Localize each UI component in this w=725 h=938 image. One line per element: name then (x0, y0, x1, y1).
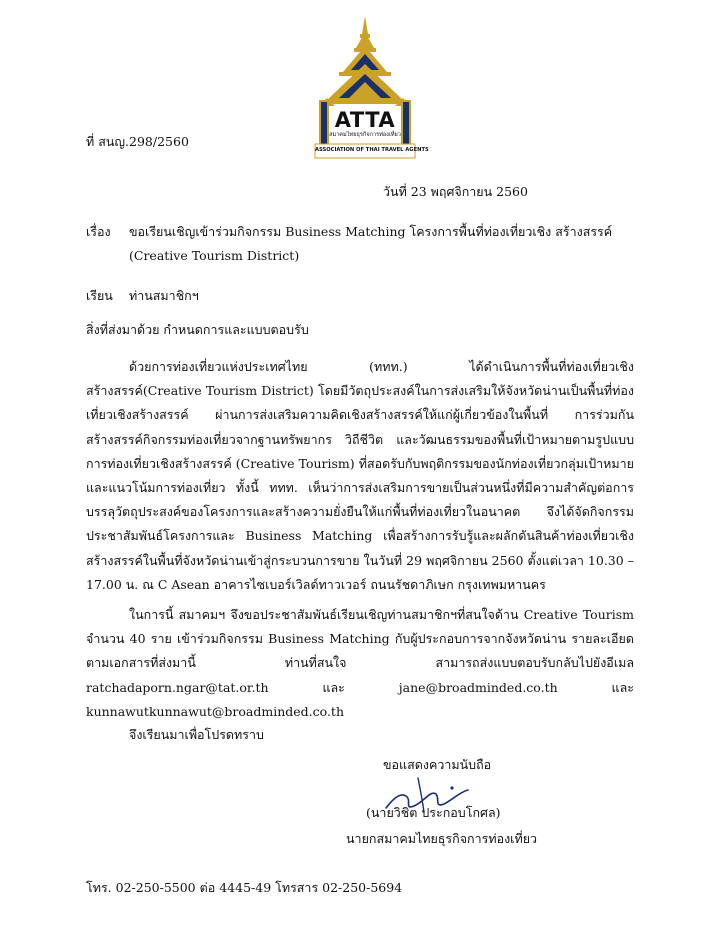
subject-line (86, 220, 646, 268)
logo-english-name: ASSOCIATION OF THAI TRAVEL AGENTS (315, 147, 429, 153)
recipient-text: ท่านสมาชิกฯ (129, 288, 199, 303)
letter-date: วันที่ 23 พฤศจิกายน 2560 (383, 184, 528, 199)
regards-line: ขอแสดงความนับถือ (383, 757, 492, 772)
closing-line: จึงเรียนมาเพื่อโปรดทราบ (129, 727, 264, 742)
subject-label: เรื่อง (86, 224, 111, 239)
recipient-label: เรียน (86, 288, 113, 303)
atta-logo (305, 14, 429, 160)
signatory-position: นายกสมาคมไทยธุรกิจการท่องเที่ยว (346, 831, 538, 846)
contact-line: โทร. 02-250-5500 ต่อ 4445-49 โทรสาร 02-250-5694 (86, 880, 403, 895)
enclosure-line: สิ่งที่ส่งมาด้วย กำหนดการและแบบตอบรับ (86, 322, 309, 337)
logo-thai-name: สมาคมไทยธุรกิจการท่องเที่ยว (329, 132, 401, 138)
body-paragraph-2: ในการนี้ สมาคมฯ จึงขอประชาสัมพันธ์เรียนเชิญท่านสมาชิกฯที่สนใจด้าน Creative Tourism จำนวน 40 ราย เข้าร่วมกิจกรรม Business Matching กับผู้ประกอบการจากจังหวัดน่าน รายละเอียดตามเอกสารที่ส่งมานี้ ท่านที่สนใจ สามารถส่งแบบตอบรับกลับไปยังอีเมล ratchadaporn.ngar@tat.or.th และ jane@broadminded.co.th และ kunnawutkunnawut@broadminded.co.th (86, 607, 634, 719)
recipient-line (86, 286, 199, 306)
logo-acronym: ATTA (334, 108, 396, 132)
signatory-name: (นายวิชิต ประกอบโกศล) (366, 805, 501, 820)
reference-number: ที่ สนญ.298/2560 (86, 134, 189, 149)
body-paragraph-1: ด้วยการท่องเที่ยวแห่งประเทศไทย (ททท.) ได้ดำเนินการพื้นที่ท่องเที่ยวเชิงสร้างสรรค์(Creative Tourism District) โดยมีวัตถุประสงค์ในการส่งเสริมให้จังหวัดน่านเป็นพื้นที่ท่องเที่ยวเชิงสร้างสรรค์ ผ่านการส่งเสริมความคิดเชิงสร้างสรรค์ให้แก่ผู้เกี่ยวข้องในพื้นที่ การร่วมกันสร้างสรรค์กิจกรรมท่องเที่ยวจากฐานทรัพยากร วิถีชีวิต และวัฒนธรรมของพื้นที่เป้าหมายตามรูปแบบการท่องเที่ยวเชิงสร้างสรรค์ (Creative Tourism) ที่สอดรับกับพฤติกรรมของนักท่องเที่ยวกลุ่มเป้าหมายและแนวโน้มการท่องเที่ยว ทั้งนี้ ททท. เห็นว่าการส่งเสริมการขายเป็นส่วนหนึ่งที่มีความสำคัญต่อการบรรลุวัตถุประสงค์ของโครงการและสร้างความยั่งยืนให้แก่พื้นที่ท่องเที่ยวในอนาคต จึงได้จัดกิจกรรมประชาสัมพันธ์โครงการและ Business Matching เพื่อสร้างการรับรู้และผลักดันสินค้าท่องเที่ยวเชิงสร้างสรรค์ในพื้นที่จังหวัดน่านเข้าสู่กระบวนการขาย ในวันที่ 29 พฤศจิกายน 2560 ตั้งแต่เวลา 10.30 – 17.00 น. ณ C Asean อาคารไซเบอร์เวิลด์ทาวเวอร์ ถนนรัชดาภิเษก กรุงเทพมหานคร (86, 359, 634, 592)
subject-text: ขอเรียนเชิญเข้าร่วมกิจกรรม Business Matching โครงการพื้นที่ท่องเที่ยวเชิง สร้างสรรค์ (Creative Tourism District) (129, 224, 613, 263)
